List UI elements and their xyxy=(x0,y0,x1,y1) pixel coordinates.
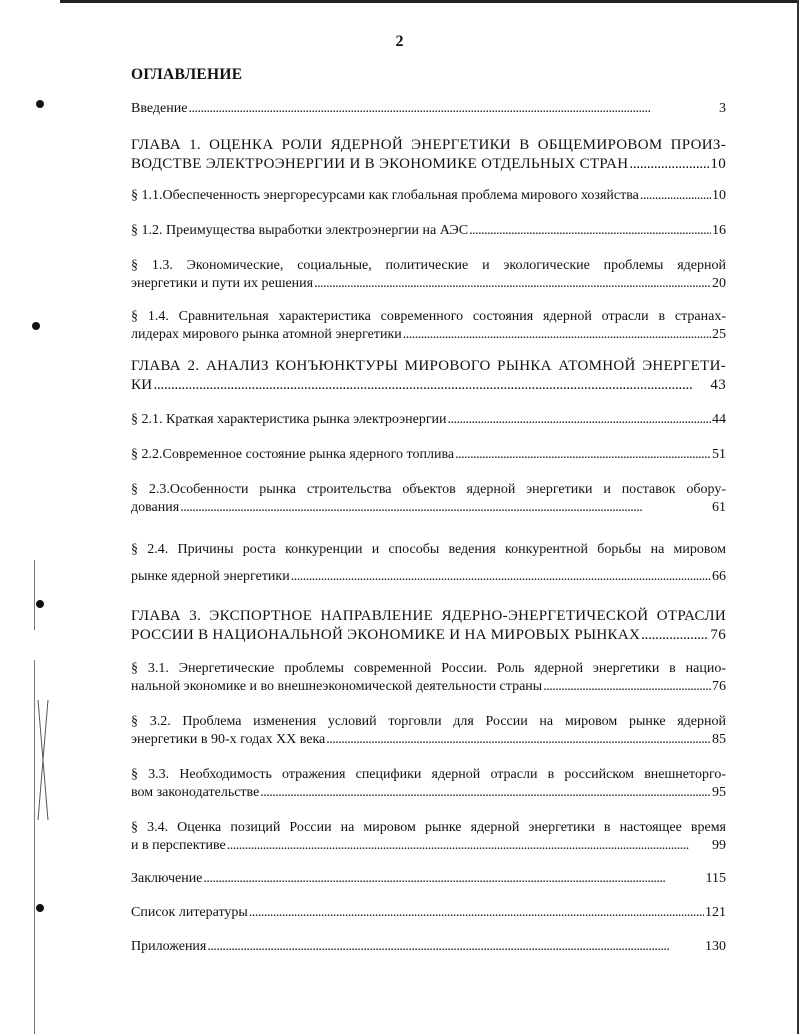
dot-leader xyxy=(543,678,711,696)
toc-entry-section-1-2[interactable] xyxy=(131,222,726,240)
entry-page: 51 xyxy=(712,447,726,462)
toc-entry-section-2-1[interactable] xyxy=(131,411,726,429)
toc-entry-section-3-3[interactable] xyxy=(131,766,726,802)
dot-leader xyxy=(403,326,711,344)
scan-edge-top xyxy=(60,0,799,3)
entry-title-line-1: ГЛАВА 3. ЭКСПОРТНОЕ НАПРАВЛЕНИЕ ЯДЕРНО-ЭНЕРГЕТИЧЕСКОЙ ОТРАСЛИ xyxy=(131,608,726,624)
page-number: 2 xyxy=(395,33,404,50)
dot-leader xyxy=(641,626,709,645)
entry-page: 85 xyxy=(712,732,726,747)
entry-title-line-2: РОССИИ В НАЦИОНАЛЬНОЙ ЭКОНОМИКЕ И НА МИРОВЫХ РЫНКАХ xyxy=(131,627,641,643)
entry-page: 44 xyxy=(712,412,726,427)
dot-leader xyxy=(455,446,711,464)
entry-title-line-1: § 1.3. Экономические, социальные, политические и экологические проблемы ядерной xyxy=(131,258,726,273)
entry-title-line-1: § 3.2. Проблема изменения условий торговли для России на мировом рынке ядерной xyxy=(131,714,726,729)
toc-title: ОГЛАВЛЕНИЕ xyxy=(131,66,243,83)
toc-entry-section-3-4[interactable] xyxy=(131,819,726,855)
entry-page: 76 xyxy=(710,627,726,643)
entry-title-line-2: рынке ядерной энергетики xyxy=(131,569,290,584)
toc-entry-intro[interactable] xyxy=(131,100,726,118)
entry-title: § 2.1. Краткая характеристика рынка электроэнергии xyxy=(131,412,447,427)
entry-page: 16 xyxy=(712,223,726,238)
entry-title-line-1: § 3.4. Оценка позиций России на мировом рынке ядерной энергетики в настоящее время xyxy=(131,820,726,835)
entry-title-line-1: § 2.4. Причины роста конкуренции и способы ведения конкурентной борьбы на мировом xyxy=(131,542,726,557)
dot-leader xyxy=(188,100,718,118)
toc-entry-chapter-1[interactable] xyxy=(131,136,726,174)
dot-leader xyxy=(227,837,711,855)
entry-page: 61 xyxy=(712,500,726,515)
toc-entry-appendices[interactable] xyxy=(131,938,726,956)
entry-title-line-2: лидерах мирового рынка атомной энергетики xyxy=(131,327,402,342)
entry-title: § 2.2.Современное состояние рынка ядерного топлива xyxy=(131,447,455,462)
entry-title-line-2: вом законодательстве xyxy=(131,785,260,800)
toc-entry-section-1-1[interactable] xyxy=(131,187,726,205)
toc-entry-chapter-3[interactable] xyxy=(131,607,726,645)
entry-title-line-1: § 3.1. Энергетические проблемы современной России. Роль ядерной энергетики в нацио- xyxy=(131,661,726,676)
entry-title: Приложения xyxy=(131,939,207,954)
binder-hole-mark xyxy=(36,600,44,608)
entry-title-line-1: § 2.3.Особенности рынка строительства объектов ядерной энергетики и поставок обору- xyxy=(131,482,726,497)
entry-title-line-2: дования xyxy=(131,500,180,515)
dot-leader xyxy=(640,187,711,205)
dot-leader xyxy=(326,731,711,749)
entry-page: 43 xyxy=(710,377,726,393)
entry-title-line-2: нальной экономике и во внешнеэкономической деятельности страны xyxy=(131,679,543,694)
entry-page: 10 xyxy=(712,188,726,203)
toc-entry-literature[interactable] xyxy=(131,904,726,922)
entry-page: 115 xyxy=(705,871,726,886)
entry-page: 25 xyxy=(712,327,726,342)
entry-page: 3 xyxy=(719,101,726,116)
entry-page: 95 xyxy=(712,785,726,800)
entry-title-line-2: КИ xyxy=(131,377,153,393)
dot-leader xyxy=(153,376,709,395)
dot-leader xyxy=(448,411,711,429)
toc-entry-section-2-2[interactable] xyxy=(131,446,726,464)
toc-entry-section-1-4[interactable] xyxy=(131,308,726,344)
entry-title-line-2: и в перспективе xyxy=(131,838,226,853)
scan-edge-left xyxy=(34,660,35,1034)
entry-title-line-1: ГЛАВА 1. ОЦЕНКА РОЛИ ЯДЕРНОЙ ЭНЕРГЕТИКИ В ОБЩЕМИРОВОМ ПРОИЗ- xyxy=(131,137,726,153)
entry-page: 121 xyxy=(705,905,726,920)
toc-entry-section-2-3[interactable] xyxy=(131,481,726,517)
dot-leader xyxy=(291,568,711,586)
binder-hole-mark xyxy=(36,100,44,108)
entry-page: 76 xyxy=(712,679,726,694)
entry-title-line-2: энергетики в 90-х годах XX века xyxy=(131,732,326,747)
toc-entry-conclusion[interactable] xyxy=(131,870,726,888)
toc-entry-section-2-4[interactable] xyxy=(131,541,726,586)
entry-page: 20 xyxy=(712,276,726,291)
entry-title-line-1: § 3.3. Необходимость отражения специфики ядерной отрасли в российском внешнеторго- xyxy=(131,767,726,782)
toc-entry-section-3-2[interactable] xyxy=(131,713,726,749)
entry-title-line-2: энергетики и пути их решения xyxy=(131,276,314,291)
dot-leader xyxy=(629,155,709,174)
scan-x-mark xyxy=(36,700,50,820)
scan-edge-left xyxy=(34,560,35,630)
dot-leader xyxy=(249,904,704,922)
toc-entry-chapter-2[interactable] xyxy=(131,357,726,395)
entry-title-line-2: ВОДСТВЕ ЭЛЕКТРОЭНЕРГИИ И В ЭКОНОМИКЕ ОТДЕЛЬНЫХ СТРАН xyxy=(131,156,629,172)
toc-entry-section-3-1[interactable] xyxy=(131,660,726,696)
dot-leader xyxy=(260,784,711,802)
entry-page: 10 xyxy=(710,156,726,172)
dot-leader xyxy=(203,870,704,888)
dot-leader xyxy=(314,275,711,293)
entry-page: 130 xyxy=(705,939,726,954)
toc-entry-section-1-3[interactable] xyxy=(131,257,726,293)
entry-title-line-1: § 1.4. Сравнительная характеристика современного состояния ядерной отрасли в странах- xyxy=(131,309,726,324)
dot-leader xyxy=(180,499,711,517)
binder-hole-mark xyxy=(32,322,40,330)
entry-title: § 1.1.Обеспеченность энергоресурсами как глобальная проблема мирового хозяйства xyxy=(131,188,639,203)
entry-page: 66 xyxy=(712,569,726,584)
entry-title: Список литературы xyxy=(131,905,248,920)
entry-title: Заключение xyxy=(131,871,203,886)
entry-title: § 1.2. Преимущества выработки электроэнергии на АЭС xyxy=(131,223,469,238)
dot-leader xyxy=(469,222,711,240)
dot-leader xyxy=(207,938,704,956)
entry-title-line-1: ГЛАВА 2. АНАЛИЗ КОНЪЮНКТУРЫ МИРОВОГО РЫНКА АТОМНОЙ ЭНЕРГЕТИ- xyxy=(131,358,726,374)
binder-hole-mark xyxy=(36,904,44,912)
entry-page: 99 xyxy=(712,838,726,853)
entry-title: Введение xyxy=(131,101,188,116)
